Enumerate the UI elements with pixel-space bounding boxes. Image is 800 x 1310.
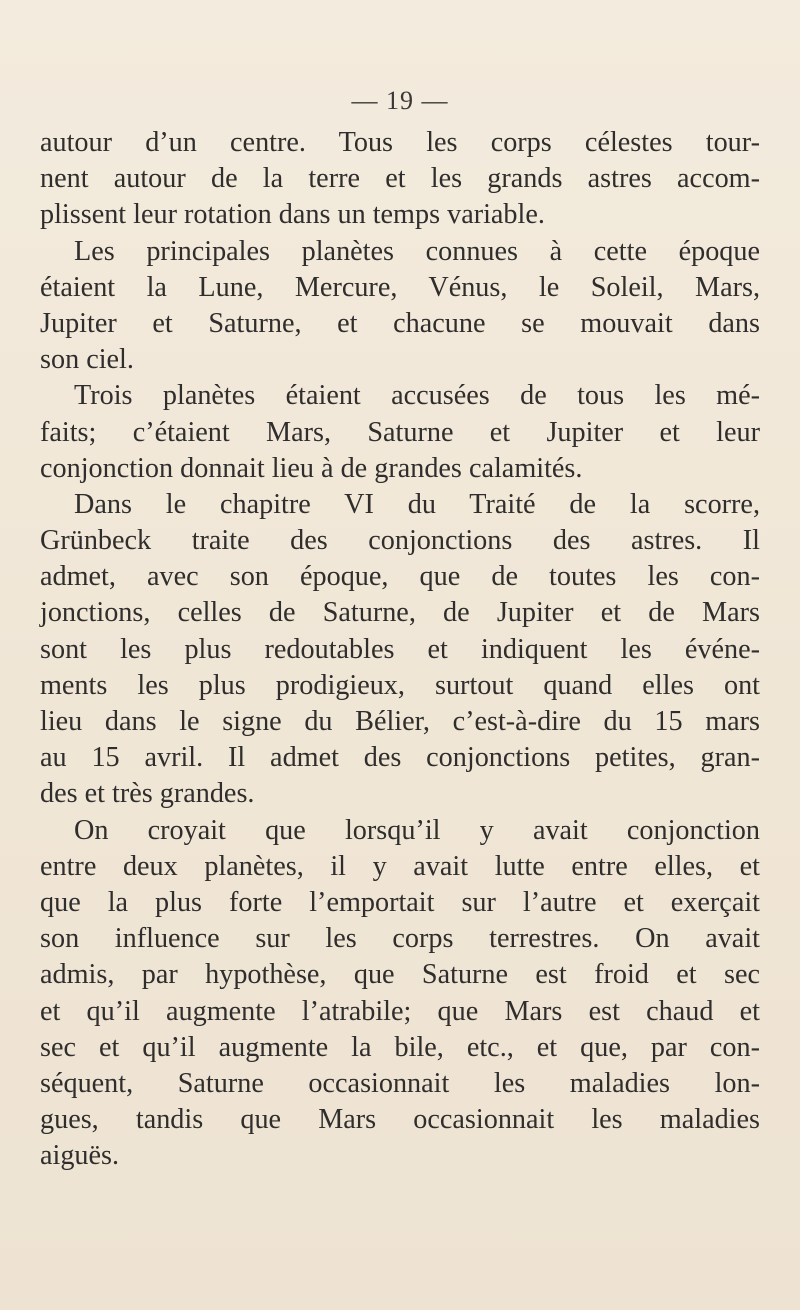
text-line: Dans le chapitre VI du Traité de la scorre, xyxy=(74,488,760,520)
text-line: faits; c’étaient Mars, Saturne et Jupiter et leur xyxy=(40,416,760,448)
text-line: Jupiter et Saturne, et chacune se mouvait dans xyxy=(40,307,760,339)
text-line: séquent, Saturne occasionnait les maladies lon- xyxy=(40,1067,760,1099)
text-line: et qu’il augmente l’atrabile; que Mars est chaud et xyxy=(40,995,760,1027)
text-line: admis, par hypothèse, que Saturne est froid et sec xyxy=(40,959,760,991)
text-line: conjonction donnait lieu à de grandes calamités. xyxy=(40,452,583,484)
text-line: Grünbeck traite des conjonctions des astres. Il xyxy=(40,525,760,557)
text-line: sont les plus redoutables et indiquent les événe- xyxy=(40,633,760,665)
page-number: — 19 — xyxy=(351,86,449,115)
text-line: que la plus forte l’emportait sur l’autre et exerçait xyxy=(40,886,760,918)
text-line: gues, tandis que Mars occasionnait les maladies xyxy=(40,1104,760,1136)
text-line: nent autour de la terre et les grands astres accom- xyxy=(40,163,760,195)
text-line: On croyait que lorsqu’il y avait conjonction xyxy=(74,814,760,846)
text-line: lieu dans le signe du Bélier, c’est-à-dire du 15 mars xyxy=(40,706,760,737)
text-line: plissent leur rotation dans un temps variable. xyxy=(40,199,545,231)
text-line: ments les plus prodigieux, surtout quand elles ont xyxy=(40,669,760,701)
text-line: étaient la Lune, Mercure, Vénus, le Soleil, Mars, xyxy=(40,271,760,303)
text-line: autour d’un centre. Tous les corps célestes tour- xyxy=(40,127,760,158)
text-line: au 15 avril. Il admet des conjonctions petites, gran- xyxy=(40,742,760,774)
text-line: sec et qu’il augmente la bile, etc., et que, par con- xyxy=(40,1031,760,1063)
text-line: aiguës. xyxy=(40,1140,120,1172)
text-line: Les principales planètes connues à cette époque xyxy=(74,235,760,267)
text-line: son influence sur les corps terrestres. On avait xyxy=(40,923,760,955)
text-line: son ciel. xyxy=(40,344,134,376)
text-line: jonctions, celles de Saturne, de Jupiter et de Mars xyxy=(40,597,760,629)
text-line: entre deux planètes, il y avait lutte entre elles, et xyxy=(40,850,760,882)
text-line: Trois planètes étaient accusées de tous les mé- xyxy=(74,380,760,412)
body-text xyxy=(40,125,760,1174)
text-line: des et très grandes. xyxy=(40,778,255,810)
text-line: admet, avec son époque, que de toutes les con- xyxy=(40,561,760,593)
